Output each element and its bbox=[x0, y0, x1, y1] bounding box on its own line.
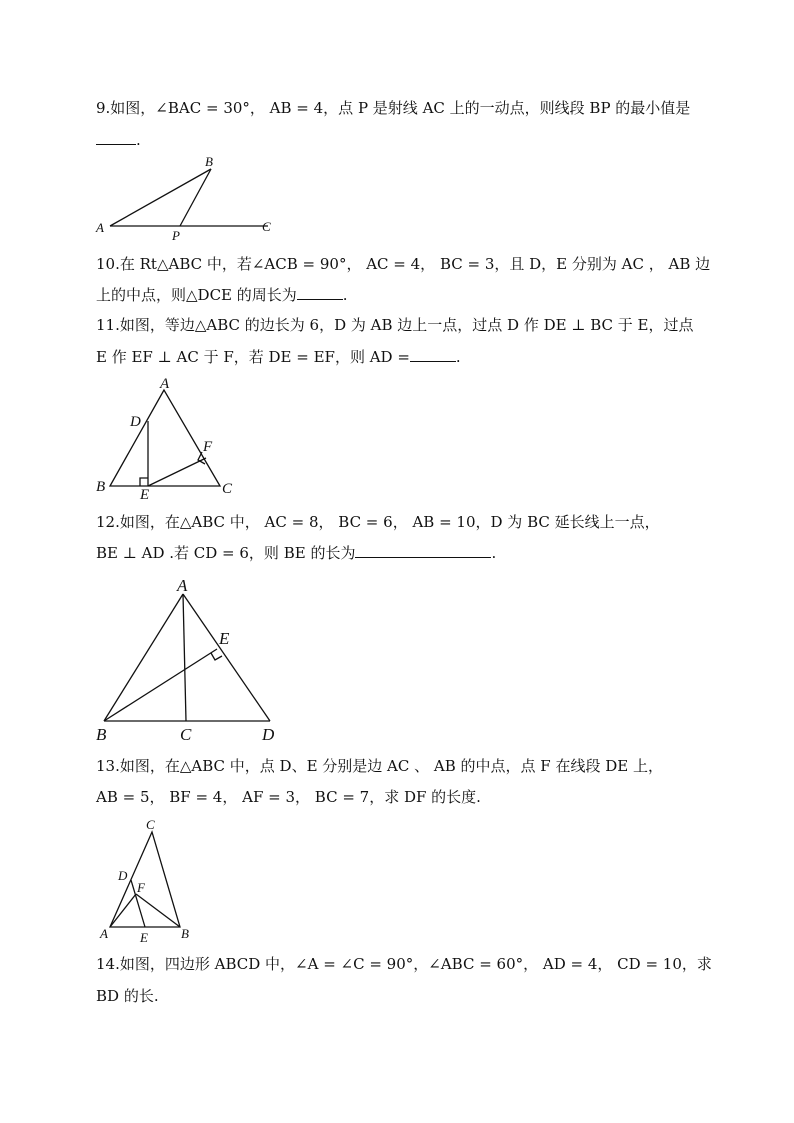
label-a: A bbox=[177, 576, 188, 595]
label-a: A bbox=[96, 220, 104, 235]
label-f: F bbox=[203, 439, 213, 455]
q9-text-line2: . bbox=[96, 130, 141, 150]
label-c: C bbox=[146, 817, 155, 832]
q13-text-line2: AB = 5， BF = 4， AF = 3， BC = 7，求 DF 的长度. bbox=[96, 788, 481, 806]
label-a: A bbox=[160, 376, 170, 392]
segment-bf bbox=[136, 894, 180, 927]
q12-text-line1: 12.如图，在△ABC 中， AC = 8， BC = 6， AB = 10，D 为 BC 延长线上一点， bbox=[96, 513, 660, 531]
label-c: C bbox=[222, 481, 233, 497]
q11-text-line2: E 作 EF ⊥ AC 于 F，若 DE = EF，则 AD = . bbox=[96, 348, 461, 366]
label-e: E bbox=[140, 930, 148, 945]
q12-text-line2: BE ⊥ AD .若 CD = 6，则 BE 的长为 . bbox=[96, 544, 497, 562]
label-c: C bbox=[262, 219, 271, 234]
q14-text-line1: 14.如图，四边形 ABCD 中，∠A = ∠C = 90°，∠ABC = 60°， AD = 4， CD = 10，求 bbox=[96, 955, 712, 973]
label-b: B bbox=[205, 154, 213, 169]
label-d: D bbox=[262, 725, 275, 744]
label-f: F bbox=[137, 880, 145, 895]
q13-text-line1: 13.如图，在△ABC 中，点 D、E 分别是边 AC 、 AB 的中点，点 F 在线段 DE 上， bbox=[96, 757, 663, 775]
label-a: A bbox=[100, 926, 108, 941]
label-b: B bbox=[96, 479, 106, 495]
label-b: B bbox=[181, 926, 189, 941]
q10-text-line1: 10.在 Rt△ABC 中，若∠ACB = 90°， AC = 4， BC = 3，且 D，E 分别为 AC ， AB 边 bbox=[96, 255, 711, 273]
q11-text-line1: 11.如图，等边△ABC 的边长为 6，D 为 AB 边上一点，过点 D 作 DE ⊥ BC 于 E，过点 bbox=[96, 316, 694, 334]
label-c: C bbox=[180, 725, 192, 744]
label-d: D bbox=[118, 868, 128, 883]
label-e: E bbox=[140, 487, 150, 503]
q10-text-line2: 上的中点，则△DCE 的周长为 . bbox=[96, 286, 348, 304]
label-p: P bbox=[172, 228, 180, 243]
label-e: E bbox=[219, 629, 230, 648]
q14-text-line2: BD 的长. bbox=[96, 987, 159, 1005]
label-b: B bbox=[96, 725, 107, 744]
label-d: D bbox=[130, 414, 141, 430]
q9-text-line1: 9.如图，∠BAC = 30°， AB = 4，点 P 是射线 AC 上的一动点，则线段 BP 的最小值是 bbox=[96, 99, 691, 117]
